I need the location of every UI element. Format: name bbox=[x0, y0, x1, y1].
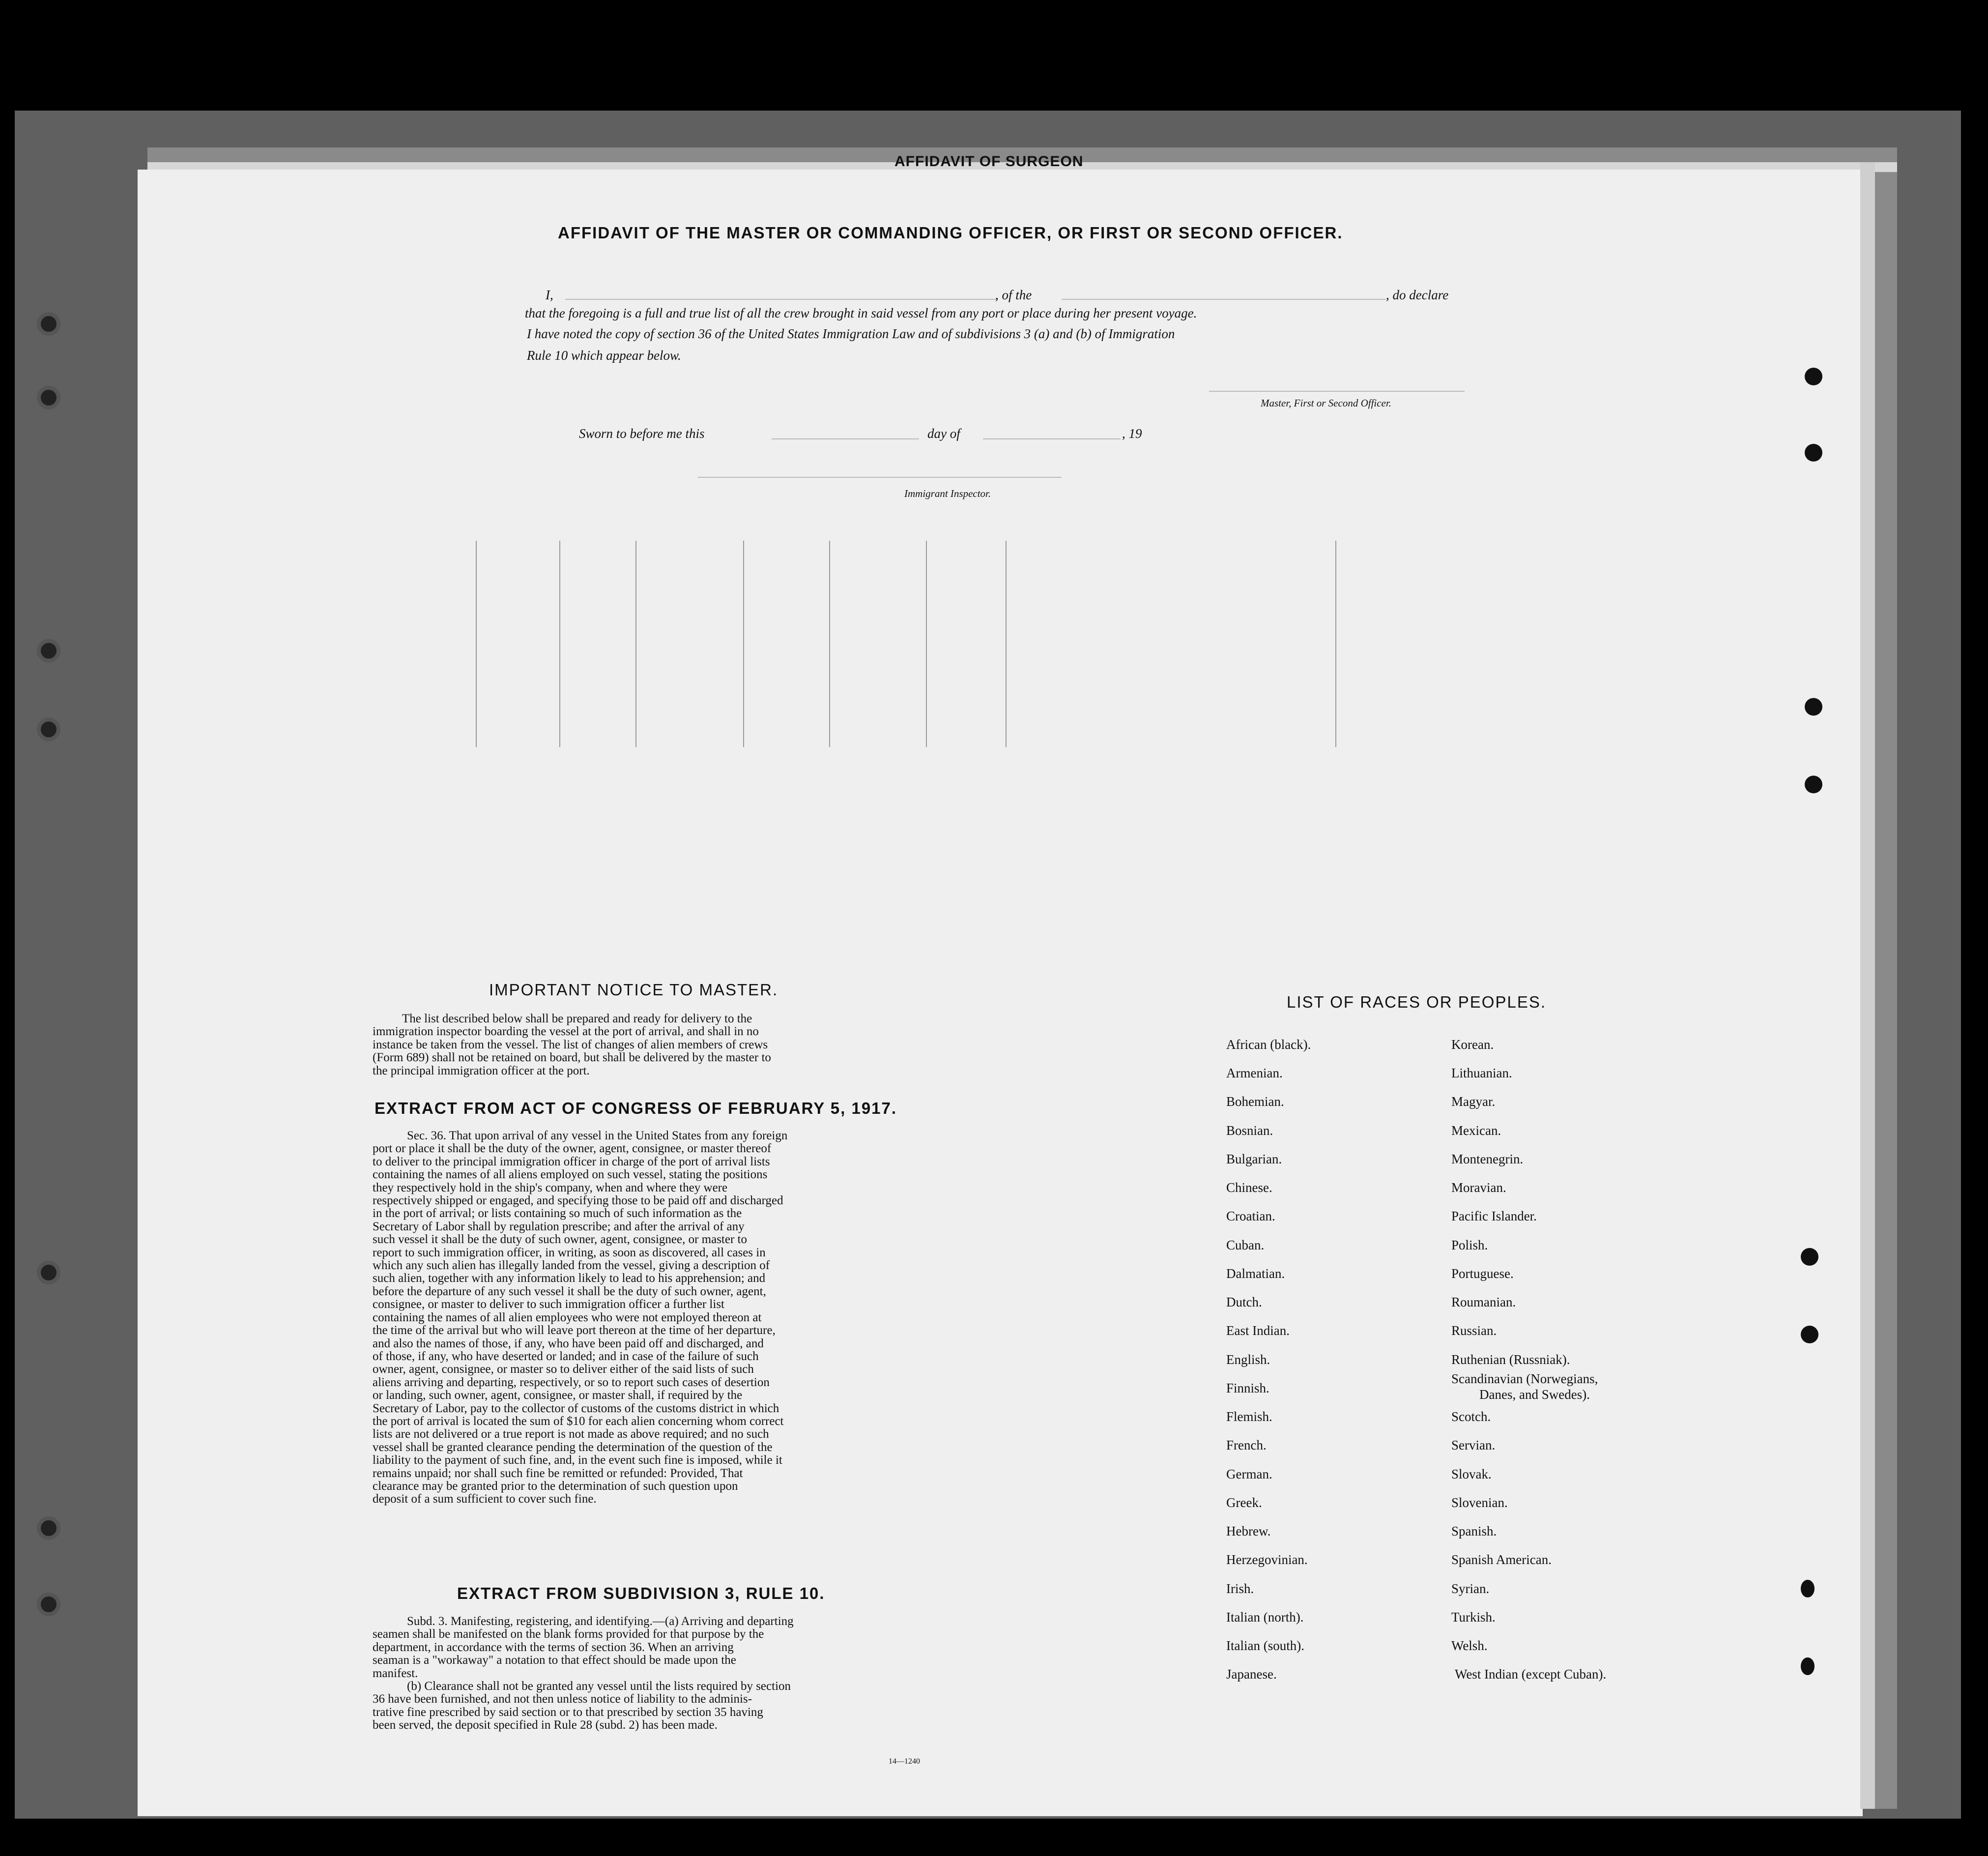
section-36-line: to deliver to the principal immigration officer in charge of the port of arrival lists bbox=[373, 1155, 770, 1168]
section-36-line: report to such immigration officer, in writing, as soon as discovered, all cases in bbox=[373, 1246, 766, 1259]
binder-hole bbox=[37, 1516, 60, 1540]
extract-rule-title: EXTRACT FROM SUBDIVISION 3, RULE 10. bbox=[457, 1584, 825, 1602]
section-36-line: liability to the payment of such fine, and, in the event such fine is imposed, while it bbox=[373, 1453, 782, 1467]
race-item: African (black). bbox=[1226, 1037, 1311, 1052]
race-item: Bulgarian. bbox=[1226, 1152, 1282, 1166]
section-36-line: deposit of a sum sufficient to cover such fine. bbox=[373, 1492, 597, 1506]
under-page-heading: AFFIDAVIT OF SURGEON bbox=[894, 153, 1084, 170]
binder-hole bbox=[37, 1261, 60, 1284]
affidavit-title: AFFIDAVIT OF THE MASTER OR COMMANDING OFFICER, OR FIRST OR SECOND OFFICER. bbox=[558, 224, 1343, 242]
section-36-line: clearance may be granted prior to the determination of such question upon bbox=[373, 1479, 738, 1493]
section-36-line: respectively shipped or engaged, and specifying those to be paid off and discharged bbox=[373, 1194, 783, 1208]
section-36-line: which any such alien has illegally landed from the vessel, giving a description of bbox=[373, 1259, 770, 1273]
document-page bbox=[138, 170, 1863, 1816]
rule-line: (b) Clearance shall not be granted any vessel until the lists required by section bbox=[407, 1680, 791, 1693]
form-number: 14—1240 bbox=[889, 1757, 920, 1766]
section-36-line: consignee, or master to deliver to such immigration officer a further list bbox=[373, 1298, 724, 1311]
section-36-line: containing the names of all alien employees who were not employed thereon at bbox=[373, 1310, 762, 1324]
section-36-line: the time of the arrival but who will leave port thereon at the time of her departure, bbox=[373, 1324, 776, 1337]
race-item-continuation: Danes, and Swedes). bbox=[1479, 1387, 1590, 1402]
year-prefix: , 19 bbox=[1122, 426, 1142, 441]
rule-line: department, in accordance with the terms of section 36. When an arriving bbox=[373, 1640, 734, 1654]
rule-line: 36 have been furnished, and not then unless notice of liability to the adminis- bbox=[373, 1692, 752, 1706]
race-item: Mexican. bbox=[1451, 1123, 1501, 1138]
race-item: Montenegrin. bbox=[1451, 1152, 1524, 1166]
section-36-line: they respectively hold in the ship's company, when and where they were bbox=[373, 1181, 728, 1194]
race-item: French. bbox=[1226, 1438, 1267, 1452]
race-item: Bosnian. bbox=[1226, 1123, 1273, 1138]
section-36-line: such alien, together with any information likely to lead to his apprehension; and bbox=[373, 1272, 766, 1285]
race-item: Slovenian. bbox=[1451, 1495, 1508, 1510]
race-item: Dalmatian. bbox=[1226, 1266, 1285, 1281]
inspector-label: Immigrant Inspector. bbox=[904, 488, 991, 499]
race-item: Irish. bbox=[1226, 1581, 1254, 1596]
column-rule bbox=[635, 541, 636, 747]
race-item: Servian. bbox=[1451, 1438, 1496, 1452]
column-rule bbox=[926, 541, 927, 747]
race-item: Syrian. bbox=[1451, 1581, 1490, 1596]
rule-line: Subd. 3. Manifesting, registering, and identifying.—(a) Arriving and departing bbox=[407, 1615, 794, 1628]
race-item: Moravian. bbox=[1451, 1180, 1506, 1195]
binder-hole bbox=[1805, 368, 1822, 385]
notice-line: The list described below shall be prepared and ready for delivery to the bbox=[402, 1012, 752, 1025]
binder-hole bbox=[1801, 1580, 1815, 1597]
section-36-line: aliens arriving and departing, respectively, or so to report such cases of desertion bbox=[373, 1375, 770, 1389]
race-item: Spanish. bbox=[1451, 1524, 1497, 1538]
section-36-line: such vessel it shall be the duty of such owner, agent, consignee, or master to bbox=[373, 1233, 747, 1247]
binder-hole bbox=[37, 312, 60, 336]
vessel-blank-line bbox=[1062, 299, 1386, 300]
name-blank-line bbox=[565, 299, 998, 300]
column-rule bbox=[476, 541, 477, 747]
race-item: Japanese. bbox=[1226, 1667, 1277, 1682]
section-36-line: Secretary of Labor, pay to the collector of customs of the customs district in which bbox=[373, 1401, 779, 1415]
race-item: Croatian. bbox=[1226, 1209, 1275, 1223]
affidavit-line-3: I have noted the copy of section 36 of the United States Immigration Law and of subdivisions 3 (a) and (b) of Immigration bbox=[527, 326, 1175, 341]
rule-line: been served, the deposit specified in Rule 28 (subd. 2) has been made. bbox=[373, 1718, 718, 1732]
master-signature-line bbox=[1209, 391, 1465, 392]
affidavit-of-the: , of the bbox=[995, 288, 1032, 302]
section-36-line: vessel shall be granted clearance pending the determination of the question of the bbox=[373, 1440, 773, 1454]
notice-title: IMPORTANT NOTICE TO MASTER. bbox=[489, 981, 778, 999]
notice-line: instance be taken from the vessel. The list of changes of alien members of crews bbox=[373, 1038, 768, 1051]
races-title: LIST OF RACES OR PEOPLES. bbox=[1287, 993, 1547, 1011]
race-item: Hebrew. bbox=[1226, 1524, 1271, 1538]
race-item: English. bbox=[1226, 1352, 1270, 1367]
section-36-line: of those, if any, who have deserted or landed; and in case of the failure of such bbox=[373, 1349, 759, 1363]
race-item: Korean. bbox=[1451, 1037, 1494, 1052]
section-36-line: in the port of arrival; or lists containing so much of such information as the bbox=[373, 1207, 742, 1220]
binder-hole bbox=[37, 386, 60, 409]
binder-hole bbox=[1805, 698, 1822, 716]
column-rule bbox=[1006, 541, 1007, 747]
notice-line: immigration inspector boarding the vessel at the port of arrival, and shall in no bbox=[373, 1025, 759, 1039]
race-item: Polish. bbox=[1451, 1238, 1488, 1252]
rule-line: manifest. bbox=[373, 1666, 418, 1680]
race-item: Lithuanian. bbox=[1451, 1066, 1512, 1080]
day-blank-line bbox=[772, 438, 919, 439]
race-item: Portuguese. bbox=[1451, 1266, 1514, 1281]
section-36-line: containing the names of all aliens employed on such vessel, stating the positions bbox=[373, 1168, 768, 1182]
race-item: Italian (south). bbox=[1226, 1638, 1304, 1653]
column-rule bbox=[559, 541, 560, 747]
extract-act-body bbox=[373, 1130, 950, 1506]
race-item: Pacific Islander. bbox=[1451, 1209, 1537, 1223]
affidavit-i: I, bbox=[546, 288, 553, 302]
race-item: Flemish. bbox=[1226, 1409, 1272, 1424]
rule-line: seaman is a "workaway" a notation to that effect should be made upon the bbox=[373, 1653, 736, 1667]
binder-hole bbox=[37, 639, 60, 663]
section-36-line: remains unpaid; nor shall such fine be remitted or refunded: Provided, That bbox=[373, 1466, 743, 1480]
race-item: Dutch. bbox=[1226, 1295, 1262, 1309]
race-item: Italian (north). bbox=[1226, 1610, 1304, 1624]
race-item: Cuban. bbox=[1226, 1238, 1265, 1252]
race-item: Bohemian. bbox=[1226, 1094, 1284, 1109]
binder-hole bbox=[1801, 1326, 1818, 1343]
month-blank-line bbox=[983, 438, 1121, 439]
binder-hole bbox=[37, 718, 60, 741]
rule-line: trative fine prescribed by said section or to that prescribed by section 35 having bbox=[373, 1705, 763, 1719]
notice-body bbox=[373, 1013, 948, 1077]
column-rule bbox=[829, 541, 830, 747]
race-item: Magyar. bbox=[1451, 1094, 1496, 1109]
race-item: Russian. bbox=[1451, 1323, 1497, 1338]
race-item: Roumanian. bbox=[1451, 1295, 1516, 1309]
binder-hole bbox=[1805, 776, 1822, 793]
column-rule bbox=[743, 541, 744, 747]
race-item: Spanish American. bbox=[1451, 1552, 1552, 1567]
extract-rule-body bbox=[373, 1615, 950, 1732]
race-item: Scotch. bbox=[1451, 1409, 1491, 1424]
section-36-line: the port of arrival is located the sum of $10 for each alien concerning whom correct bbox=[373, 1414, 784, 1428]
column-rule bbox=[1335, 541, 1336, 747]
race-item: West Indian (except Cuban). bbox=[1455, 1667, 1607, 1682]
section-36-line: Sec. 36. That upon arrival of any vessel in the United States from any foreign bbox=[407, 1129, 788, 1142]
binder-hole bbox=[37, 1593, 60, 1616]
inspector-signature-line bbox=[698, 477, 1062, 478]
race-item: Finnish. bbox=[1226, 1381, 1269, 1395]
binder-hole bbox=[1801, 1657, 1815, 1675]
race-item: East Indian. bbox=[1226, 1323, 1290, 1338]
affidavit-declare: , do declare bbox=[1386, 288, 1449, 302]
race-item: Turkish. bbox=[1451, 1610, 1496, 1624]
section-36-line: port or place it shall be the duty of the owner, agent, consignee, or master thereof bbox=[373, 1142, 772, 1156]
section-36-line: or landing, such owner, agent, consignee, or master shall, if required by the bbox=[373, 1389, 743, 1402]
affidavit-line-4: Rule 10 which appear below. bbox=[527, 348, 681, 363]
section-36-line: owner, agent, consignee, or master so to deliver either of the said lists of such bbox=[373, 1363, 754, 1376]
affidavit-line-2: that the foregoing is a full and true list of all the crew brought in said vessel from any port or place during her present voyage. bbox=[525, 306, 1197, 320]
binder-hole bbox=[1805, 444, 1822, 462]
section-36-line: Secretary of Labor shall by regulation prescribe; and after the arrival of any bbox=[373, 1219, 745, 1233]
race-item: Scandinavian (Norwegians, bbox=[1451, 1371, 1598, 1386]
race-item: Herzegovinian. bbox=[1226, 1552, 1308, 1567]
notice-line: the principal immigration officer at the port. bbox=[373, 1064, 590, 1077]
race-item: Greek. bbox=[1226, 1495, 1262, 1510]
page-edge bbox=[1860, 162, 1875, 1809]
race-item: Ruthenian (Russniak). bbox=[1451, 1352, 1570, 1367]
binder-hole bbox=[1801, 1248, 1818, 1266]
race-item: Welsh. bbox=[1451, 1638, 1488, 1653]
race-item: German. bbox=[1226, 1467, 1272, 1481]
race-item: Armenian. bbox=[1226, 1066, 1283, 1080]
section-36-line: and also the names of those, if any, who have been paid off and discharged, and bbox=[373, 1336, 764, 1350]
extract-act-title: EXTRACT FROM ACT OF CONGRESS OF FEBRUARY 5, 1917. bbox=[375, 1099, 897, 1117]
race-item: Slovak. bbox=[1451, 1467, 1492, 1481]
section-36-line: before the departure of any such vessel it shall be the duty of such owner, agent, bbox=[373, 1284, 766, 1298]
rule-line: seamen shall be manifested on the blank forms provided for that purpose by the bbox=[373, 1627, 764, 1641]
sworn-text: Sworn to before me this bbox=[579, 426, 705, 441]
section-36-line: lists are not delivered or a true report is not made as above required; and no such bbox=[373, 1427, 769, 1441]
master-signature-label: Master, First or Second Officer. bbox=[1261, 397, 1391, 409]
day-of-text: day of bbox=[927, 426, 960, 441]
race-item: Chinese. bbox=[1226, 1180, 1272, 1195]
notice-line: (Form 689) shall not be retained on board, but shall be delivered by the master to bbox=[373, 1051, 771, 1065]
